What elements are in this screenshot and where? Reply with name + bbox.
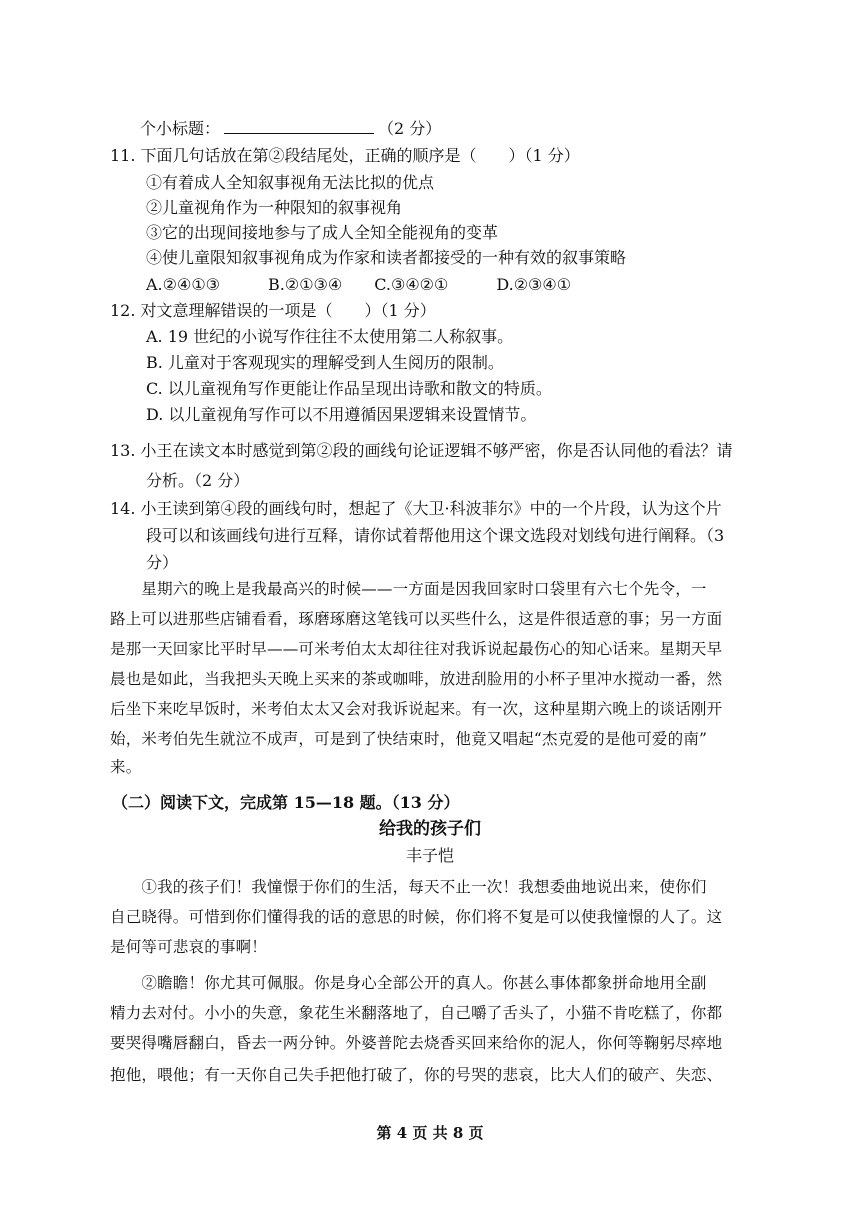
excerpt-line-4: 晨也是如此，当我把头天晚上买来的茶或咖啡，放进刮脸用的小杯子里冲水搅动一番，然 <box>110 670 723 688</box>
article-author: 丰子恺 <box>405 846 454 865</box>
question-14-line-2: 段可以和该画线句进行互释，请你试着帮他用这个课文选段对划线句进行阐释。（3 <box>146 526 725 545</box>
article-line-7: 抱他，喂他；有一天你自己失手把他打破了，你的号哭的悲哀，比大人们的破产、失恋、 <box>110 1066 723 1084</box>
article-line-3: 是何等可悲哀的事啊！ <box>110 938 268 956</box>
q11-sentence-3: ③它的出现间接地参与了成人全知全能视角的变革 <box>146 223 499 242</box>
subtitle-prompt <box>140 118 441 140</box>
article-line-1: ①我的孩子们！我憧憬于你们的生活，每天不止一次！我想委曲地说出来，使你们 <box>110 878 707 896</box>
q12-option-b: B. 儿童对于客观现实的理解受到人生阅历的限制。 <box>146 353 504 372</box>
q11-sentence-4: ④使儿童限知叙事视角成为作家和读者都接受的一种有效的叙事策略 <box>146 248 627 267</box>
q12-option-a: A. 19 世纪的小说写作往往不太使用第二人称叙事。 <box>146 327 514 346</box>
article-title: 给我的孩子们 <box>379 819 481 839</box>
question-11: 11. 下面几句话放在第②段结尾处，正确的顺序是（ ）（1 分） <box>110 146 580 165</box>
question-12: 12. 对文意理解错误的一项是（ ）（1 分） <box>110 301 436 320</box>
question-13-line-2: 分析。（2 分） <box>146 471 250 490</box>
q11-options: A.②④①③ B.②①③④ C.③④②① D.②③④① <box>146 275 572 294</box>
article-line-4: ②瞻瞻！你尤其可佩服。你是身心全部公开的真人。你甚么事体都象拼命地用全副 <box>110 974 707 992</box>
excerpt-line-3: 是那一天回家比平时早——可米考伯太太却往往对我诉说起最伤心的知心话来。星期天早 <box>110 640 723 658</box>
question-14-line-1: 14. 小王读到第④段的画线句时，想起了《大卫·科波菲尔》中的一个片段，认为这个片 <box>110 499 722 518</box>
section-2-heading: （二）阅读下文，完成第 15—18 题。（13 分） <box>112 793 460 812</box>
q12-option-d: D. 以儿童视角写作可以不用遵循因果逻辑来设置情节。 <box>146 405 537 424</box>
q12-option-c: C. 以儿童视角写作更能让作品呈现出诗歌和散文的特质。 <box>146 379 552 398</box>
q11-sentence-1: ①有着成人全知叙事视角无法比拟的优点 <box>146 173 435 192</box>
excerpt-line-7: 来。 <box>110 758 142 776</box>
subtitle-prompt-score: （2 分） <box>378 119 442 138</box>
excerpt-line-1: 星期六的晚上是我最高兴的时候——一方面是因我回家时口袋里有六七个先令，一 <box>110 580 707 598</box>
page-number-footer: 第 4 页 共 8 页 <box>376 1124 484 1142</box>
answer-blank <box>224 118 374 134</box>
article-line-6: 要哭得嘴唇翻白，昏去一两分钟。外婆普陀去烧香买回来给你的泥人，你何等鞠躬尽瘁地 <box>110 1034 723 1052</box>
excerpt-line-2: 路上可以进那些店铺看看，琢磨琢磨这笔钱可以买些什么，这是件很适意的事；另一方面 <box>110 610 723 628</box>
q11-sentence-2: ②儿童视角作为一种限知的叙事视角 <box>146 198 403 217</box>
article-line-2: 自己晓得。可惜到你们懂得我的话的意思的时候，你们将不复是可以使我憧憬的人了。这 <box>110 908 723 926</box>
question-14-line-3: 分） <box>146 553 179 572</box>
question-13-line-1: 13. 小王在读文本时感觉到第②段的画线句论证逻辑不够严密，你是否认同他的看法？请 <box>110 441 733 460</box>
excerpt-line-5: 后坐下来吃早饭时，米考伯太太又会对我诉说起来。有一次，这种星期六晚上的谈话刚开 <box>110 700 723 718</box>
article-line-5: 精力去对付。小小的失意，象花生米翻落地了，自己嚼了舌头了，小猫不肯吃糕了，你都 <box>110 1004 723 1022</box>
excerpt-line-6: 始，米考伯先生就泣不成声，可是到了快结束时，他竟又唱起“杰克爱的是他可爱的南” <box>110 730 708 748</box>
subtitle-prompt-label: 个小标题： <box>140 119 221 138</box>
